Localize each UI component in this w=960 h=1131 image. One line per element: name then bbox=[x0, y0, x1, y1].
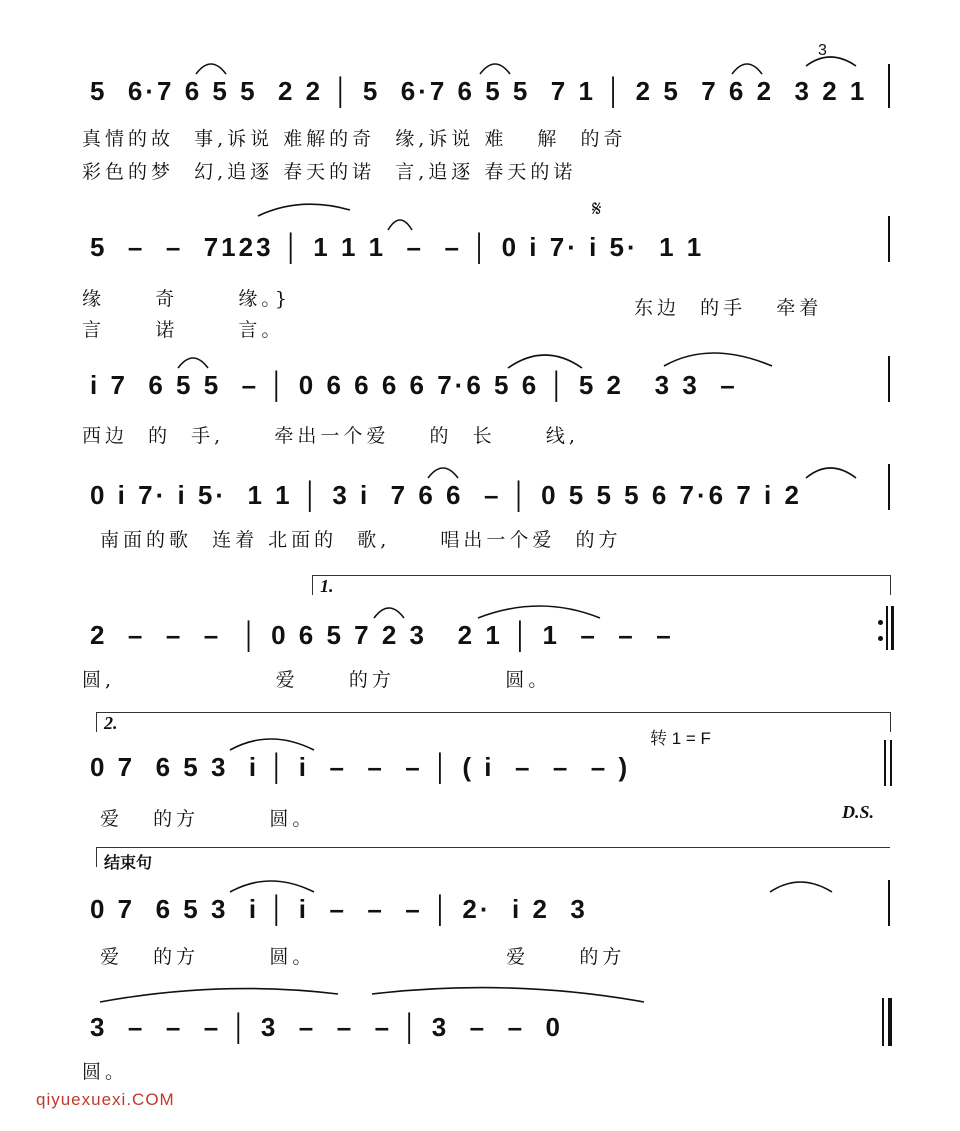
row4-lyric1: 南面的歌 连着 北面的 歌, 唱出一个爱 的方 bbox=[100, 529, 622, 551]
ds-marking: D.S. bbox=[842, 802, 875, 822]
row1-notes: 5 6·7 6 5 5 2 2 │ 5 6·7 6 5 5 7 1 │ 2 5 7 6 2 3 2 1 bbox=[90, 76, 868, 106]
slur-row1-a bbox=[196, 64, 226, 74]
row3-notes: i 7 6 5 5 – │ 0 6 6 6 6 7·6 5 6 │ 5 2 3 3 – bbox=[90, 370, 738, 400]
tie-row8-b bbox=[372, 988, 644, 1002]
row5-notes: 2 – – – │ 0 6 5 7 2 3 2 1 │ 1 – – – bbox=[90, 620, 674, 650]
coda-label: 结束句 bbox=[104, 855, 153, 872]
row1-lyric1: 真情的故 事,诉说 难解的奇 缘,诉说 难 解 的奇 bbox=[82, 128, 627, 150]
slur-row5-a bbox=[374, 608, 404, 618]
volta2-label: 2. bbox=[104, 713, 118, 733]
slur-row1-c bbox=[732, 64, 762, 74]
slur-row3-a bbox=[178, 358, 208, 368]
row6-notes: 0 7 6 5 3 i │ i – – – │ ( i – – – ) bbox=[90, 752, 631, 782]
triplet-mark: 3 bbox=[818, 42, 827, 59]
row3-lyric1: 西边 的 手, 牵出一个爱 的 长 线, bbox=[82, 425, 579, 447]
row8-lyric1: 圆。 bbox=[82, 1061, 129, 1083]
slur-row6-a bbox=[230, 739, 314, 750]
slur-row1-b bbox=[480, 64, 510, 74]
slur-row5-b bbox=[478, 606, 600, 618]
row2-notes: 5 – – 7123 │ 1 1 1 – – │ 0 i 7· i 5· 1 1 bbox=[90, 232, 705, 262]
slur-row3-c bbox=[664, 353, 772, 366]
row7-lyric1: 爱 的方 圆。 爱 的方 bbox=[100, 946, 626, 968]
slur-row1-d bbox=[806, 57, 856, 66]
slur-row7-a bbox=[230, 881, 314, 892]
slur-row3-b bbox=[508, 355, 582, 368]
row2-lyric3: 东边 的手 牵着 bbox=[634, 297, 823, 319]
tie-row8-a bbox=[100, 989, 338, 1002]
row5-lyric1: 圆, 爱 的方 圆。 bbox=[82, 669, 552, 691]
slur-row4-a bbox=[428, 468, 458, 478]
slur-row7-b bbox=[770, 882, 832, 892]
row1-lyric2: 彩色的梦 幻,追逐 春天的诺 言,追逐 春天的诺 bbox=[82, 161, 577, 183]
slur-row2-a bbox=[258, 204, 350, 216]
row2-lyric1: 缘 奇 缘。} bbox=[82, 288, 292, 310]
volta1-label: 1. bbox=[320, 576, 334, 596]
key-change: 转 1 = F bbox=[650, 729, 711, 748]
watermark-text: qiyuexuexi.COM bbox=[36, 1090, 175, 1109]
row2-lyric2: 言 诺 言。 bbox=[82, 319, 285, 341]
row8-notes: 3 – – – │ 3 – – – │ 3 – – 0 bbox=[90, 1012, 563, 1042]
row6-lyric1: 爱 的方 圆。 bbox=[100, 808, 316, 830]
row4-notes: 0 i 7· i 5· 1 1 │ 3 i 7 6 6 – │ 0 5 5 5 6 7·6 7 i 2 bbox=[90, 480, 802, 510]
slur-row4-b bbox=[806, 468, 856, 478]
segno-sign: 𝄋 bbox=[592, 196, 602, 221]
row7-notes: 0 7 6 5 3 i │ i – – – │ 2· i 2 3 bbox=[90, 894, 588, 924]
slur-row2-b bbox=[388, 220, 412, 230]
